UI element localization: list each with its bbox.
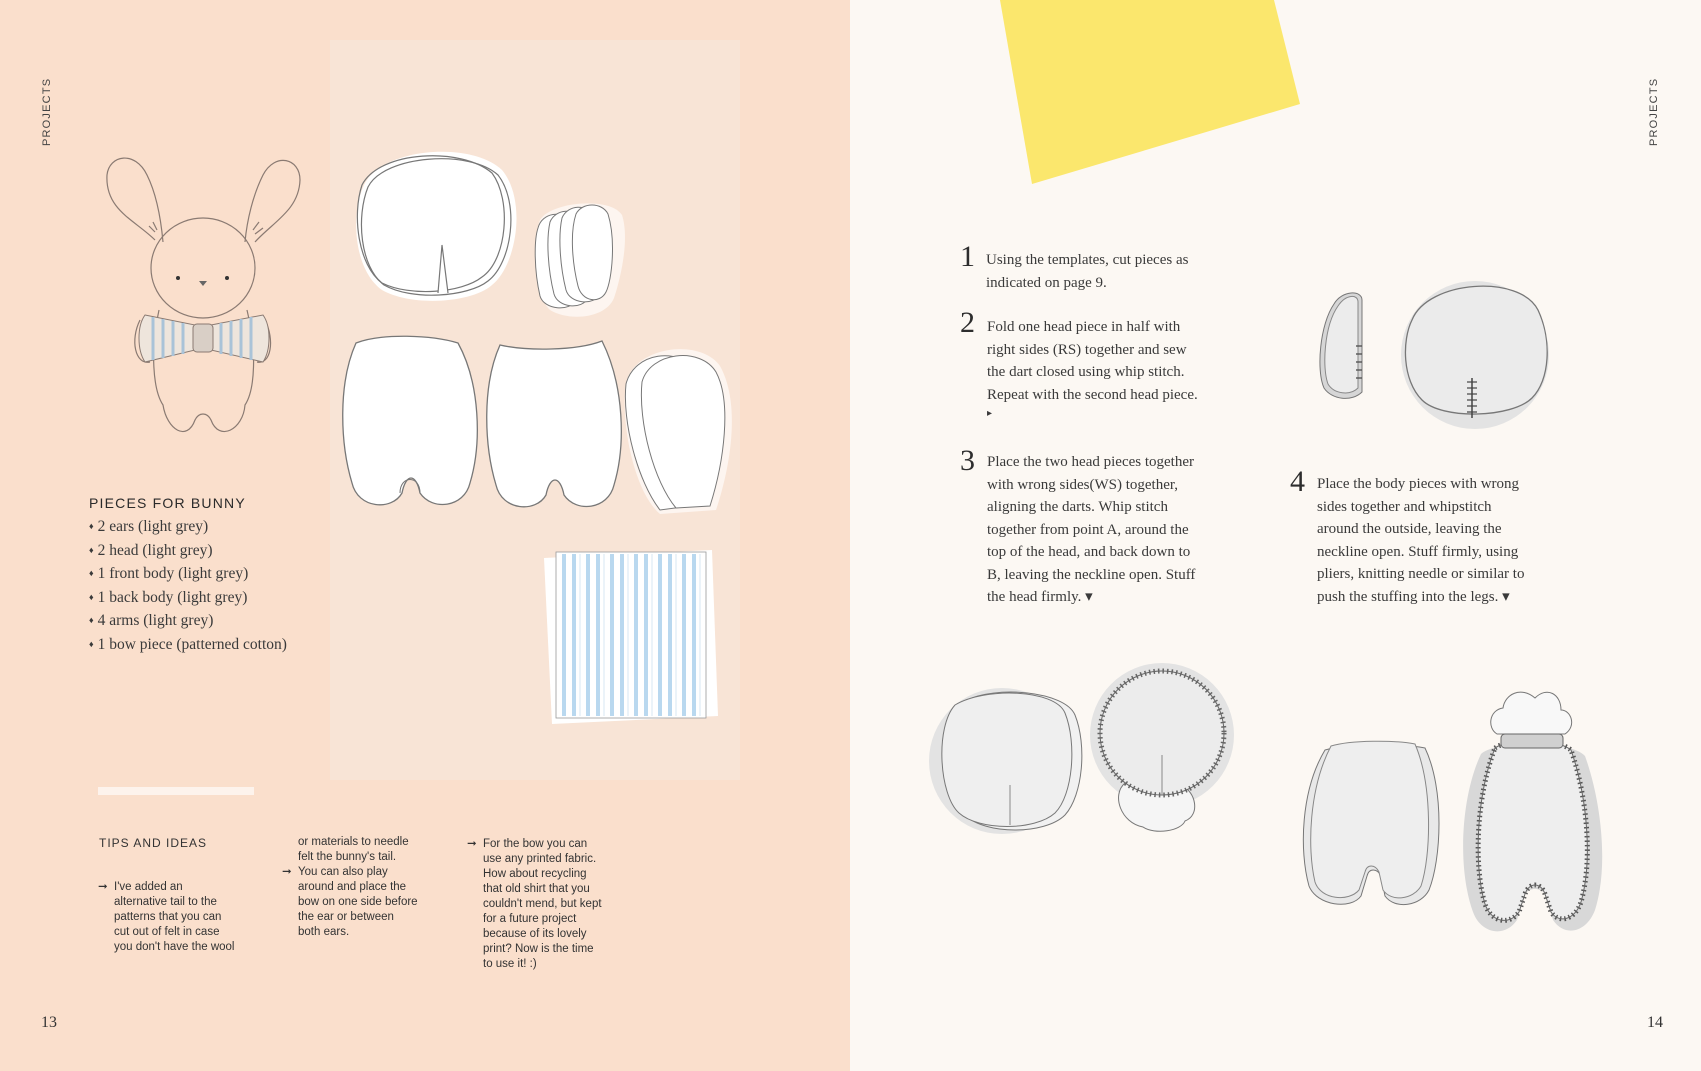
step-text: Using the templates, cut pieces as indicated on page 9. [986, 252, 1189, 291]
step-text: Place the body pieces with wrong sides together and whipstitch around the outside, leaving the neckline open. Stuff firmly, using pliers, knitting needle or similar to push the stuffing into the legs. ▾ [1317, 476, 1525, 605]
right-page [850, 0, 1701, 1071]
tips-divider [98, 787, 254, 795]
head-dart-illustration [1302, 270, 1627, 430]
tip-column-2: or materials to needle felt the bunny's tail. ➞ You can also play around and place the bow on one side before the ear or between both ears. [282, 836, 418, 938]
tip-column-1: ➞ I've added an alternative tail to the patterns that you can cut out of felt in case you don't have the wool [98, 881, 235, 953]
list-item: ♦ 1 bow piece (patterned cotton) [89, 634, 287, 658]
bunny-illustration [95, 150, 315, 460]
list-item: ♦ 2 head (light grey) [89, 540, 287, 564]
pieces-list [89, 516, 287, 658]
step-number: 4 [1290, 465, 1305, 498]
page-number: 13 [41, 1014, 57, 1031]
pieces-title: PIECES FOR BUNNY [89, 495, 246, 511]
body-template-back [486, 335, 626, 515]
arrow-icon: ➞ [467, 838, 477, 850]
step-text: Fold one head piece in half with right sides (RS) together and sew the dart closed using whip stitch. Repeat with the second head piece. ▸ [987, 319, 1198, 419]
sticky-note [950, 0, 1300, 190]
page-number: 14 [1647, 1014, 1663, 1031]
bow-fabric-piece [542, 548, 722, 728]
arrow-icon: ➞ [282, 866, 292, 878]
step-number: 1 [960, 240, 975, 273]
body-stitching-illustration [1295, 680, 1615, 940]
step-text: Place the two head pieces together with wrong sides(WS) together, aligning the darts. Whip stitch together from point A, around the top of the head, and back down to B, leaving the neckline open. Stuff the head firmly. ▾ [987, 454, 1196, 605]
arm-template-pieces [530, 200, 630, 325]
list-item: ♦ 1 front body (light grey) [89, 563, 287, 587]
list-item: ♦ 2 ears (light grey) [89, 516, 287, 540]
step-number: 3 [960, 444, 975, 477]
list-item: ♦ 1 back body (light grey) [89, 587, 287, 611]
tips-heading: TIPS AND IDEAS [99, 836, 208, 850]
arrow-icon: ➞ [98, 881, 108, 893]
left-page [0, 0, 850, 1071]
step-number: 2 [960, 306, 975, 339]
section-label: PROJECTS [41, 77, 53, 146]
head-stitching-illustration [925, 655, 1245, 855]
tip-column-3: ➞ For the bow you can use any printed fabric. How about recycling that old shirt that you couldn't mend, but kept for a future project because of its lovely print? Now is the time to use it! :) [467, 838, 602, 970]
list-item: ♦ 4 arms (light grey) [89, 610, 287, 634]
section-label: PROJECTS [1648, 77, 1660, 146]
head-template-pieces [352, 145, 522, 310]
body-template-front [342, 333, 482, 513]
ear-template-pieces [620, 342, 740, 517]
